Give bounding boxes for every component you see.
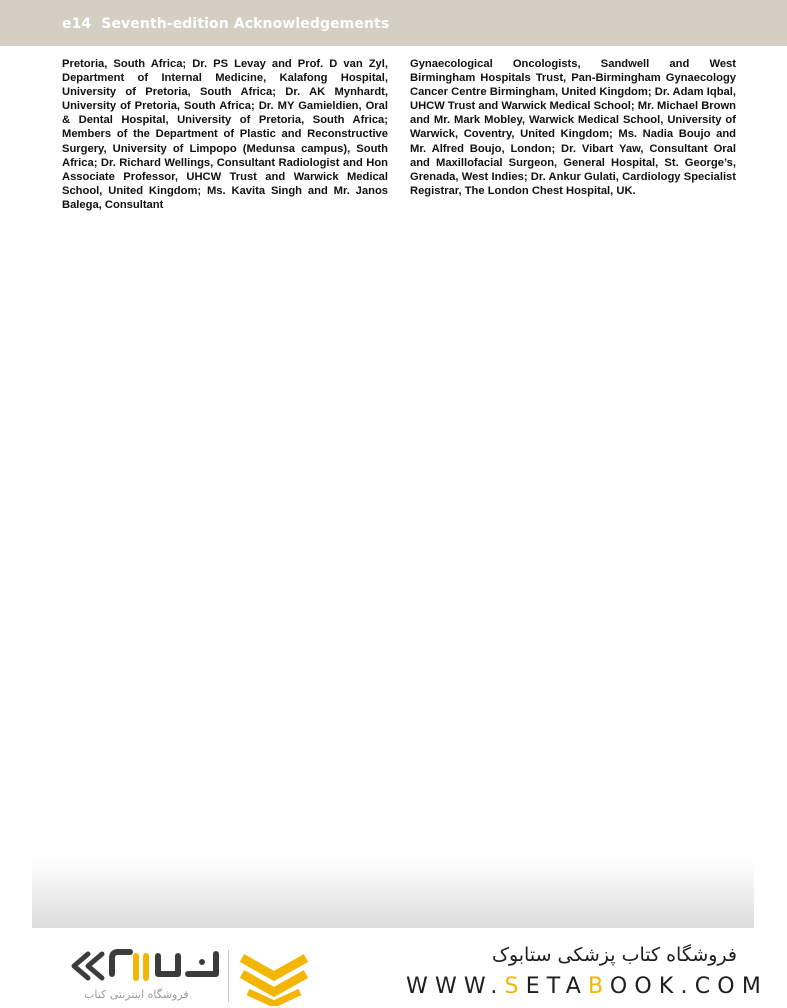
store-name: فروشگاه کتاب پزشکی ستابوک bbox=[491, 944, 737, 966]
body-column-left: Pretoria, South Africa; Dr. PS Levay and Prof. D van Zyl, Department of Internal Medicine, Kalafong Hospital, University of Pretoria, South Africa; Dr. AK Mynhardt, University of Pretoria, South Africa; Dr. MY Gamieldien, Oral & Dental Hospital, University of Pretoria, South Africa; Members of the Department of Plastic and Reconstructive Surgery, University of Limpopo (Medunsa campus), South Africa; Dr. Richard Wellings, Consultant Radiologist and Hon Associate Professor, UHCW Trust and Warwick Medical School, United Kingdom; Ms. Kavita Singh and Mr. Janos Balega, Consultant bbox=[62, 58, 388, 211]
url-letter-s: S bbox=[504, 974, 526, 999]
footer-shadow bbox=[32, 858, 754, 928]
url-letter-b: B bbox=[587, 974, 610, 999]
running-head bbox=[62, 16, 389, 32]
logo-divider bbox=[228, 950, 229, 1002]
chevron-stack-icon bbox=[238, 948, 310, 1006]
url-mid: ETA bbox=[525, 974, 588, 999]
store-url[interactable] bbox=[406, 974, 768, 999]
page-number: e14 bbox=[62, 16, 92, 32]
body-column-right: Gynaecological Oncologists, Sandwell and West Birmingham Hospitals Trust, Pan-Birmingham Gynaecology Cancer Centre Birmingham, United Kingdom; Dr. Adam Iqbal, UHCW Trust and Warwick Medical School; Mr. Michael Brown and Mr. Mark Mobley, Warwick Medical School, University of Warwick, Coventry, United Kingdom; Ms. Nadia Boujo and Mr. Alfred Boujo, London; Dr. Vibart Yaw, Consultant Oral and Maxillofacial Surgeon, General Hospital, St. George’s, Grenada, West Indies; Dr. Ankur Gulati, Cardiology Specialist Registrar, The London Chest Hospital, UK. bbox=[410, 58, 736, 197]
logo-tagline: فروشگاه اینترنتی کتاب bbox=[84, 988, 189, 1001]
url-suffix: OOK.COM bbox=[609, 974, 769, 999]
page-header bbox=[0, 0, 787, 46]
section-title: Seventh-edition Acknowledgements bbox=[101, 16, 390, 32]
url-prefix: WWW. bbox=[406, 974, 505, 999]
setabook-logo bbox=[66, 944, 226, 988]
double-chevron-icon bbox=[74, 954, 102, 978]
